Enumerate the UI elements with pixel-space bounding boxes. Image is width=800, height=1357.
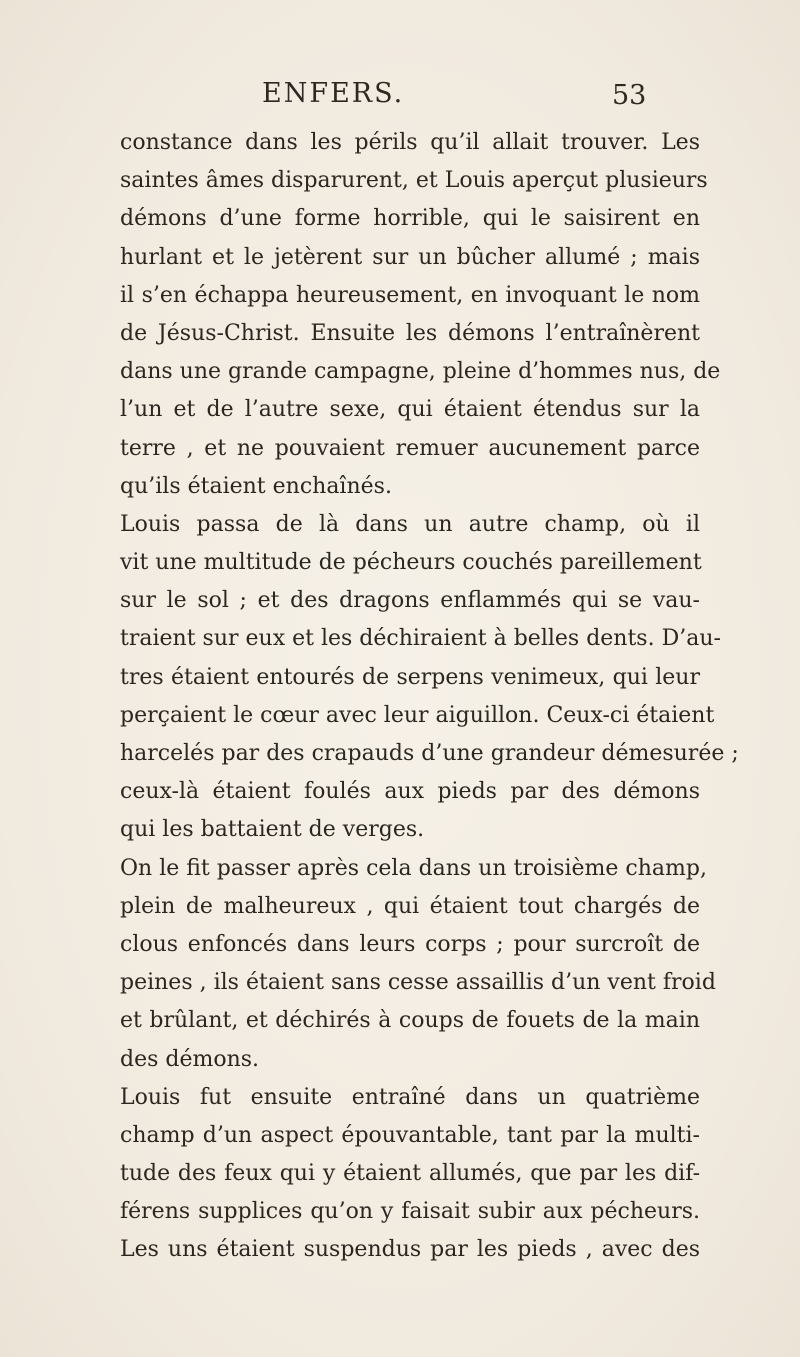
text-line: démons d’une forme horrible, qui le saisirent en xyxy=(120,206,700,232)
text-line: sur le sol ; et des dragons enflammés qui se vau- xyxy=(120,588,700,614)
page-number: 53 xyxy=(612,80,647,111)
text-line: champ d’un aspect épouvantable, tant par la multi- xyxy=(120,1122,700,1148)
text-line: terre , et ne pouvaient remuer aucunement parce xyxy=(120,435,700,461)
text-line: férens supplices qu’on y faisait subir aux pécheurs. xyxy=(120,1199,700,1225)
text-line: dans une grande campagne, pleine d’hommes nus, de xyxy=(120,359,721,385)
text-line: constance dans les périls qu’il allait trouver. Les xyxy=(120,130,700,155)
page-header xyxy=(0,78,800,118)
text-line: Les uns étaient suspendus par les pieds , avec des xyxy=(120,1237,700,1263)
text-line: tres étaient entourés de serpens venimeux, qui leur xyxy=(120,664,700,690)
text-line: perçaient le cœur avec leur aiguillon. Ceux-ci étaient xyxy=(120,702,715,728)
text-line: Louis passa de là dans un autre champ, où il xyxy=(120,511,700,537)
text-line: Louis fut ensuite entraîné dans un quatrième xyxy=(120,1084,700,1110)
text-line: harcelés par des crapauds d’une grandeur démesurée ; xyxy=(120,741,739,766)
text-line: l’un et de l’autre sexe, qui étaient étendus sur la xyxy=(120,397,700,423)
text-line: il s’en échappa heureusement, en invoquant le nom xyxy=(120,282,700,308)
text-line: qu’ils étaient enchaînés. xyxy=(120,473,392,499)
text-line: hurlant et le jetèrent sur un bûcher allumé ; mais xyxy=(120,244,700,270)
running-head: ENFERS. xyxy=(262,78,405,109)
body-text xyxy=(120,124,739,1270)
text-line: traient sur eux et les déchiraient à belles dents. D’au- xyxy=(120,626,721,652)
text-line: ceux-là étaient foulés aux pieds par des démons xyxy=(120,779,700,805)
text-line: tude des feux qui y étaient allumés, que par les dif- xyxy=(120,1161,700,1187)
text-line: et brûlant, et déchirés à coups de fouets de la main xyxy=(120,1008,700,1034)
text-line: plein de malheureux , qui étaient tout chargés de xyxy=(120,893,700,919)
text-line: des démons. xyxy=(120,1046,260,1072)
text-line: vit une multitude de pécheurs couchés pareillement xyxy=(120,550,702,576)
text-line: clous enfoncés dans leurs corps ; pour surcroît de xyxy=(120,931,700,957)
text-line: qui les battaient de verges. xyxy=(120,817,425,843)
text-line: saintes âmes disparurent, et Louis aperçut plusieurs xyxy=(120,168,708,194)
text-line: de Jésus-Christ. Ensuite les démons l’entraînèrent xyxy=(120,320,700,346)
text-line: peines , ils étaient sans cesse assaillis d’un vent froid xyxy=(120,970,716,996)
text-line: On le fit passer après cela dans un troisième champ, xyxy=(120,855,707,881)
